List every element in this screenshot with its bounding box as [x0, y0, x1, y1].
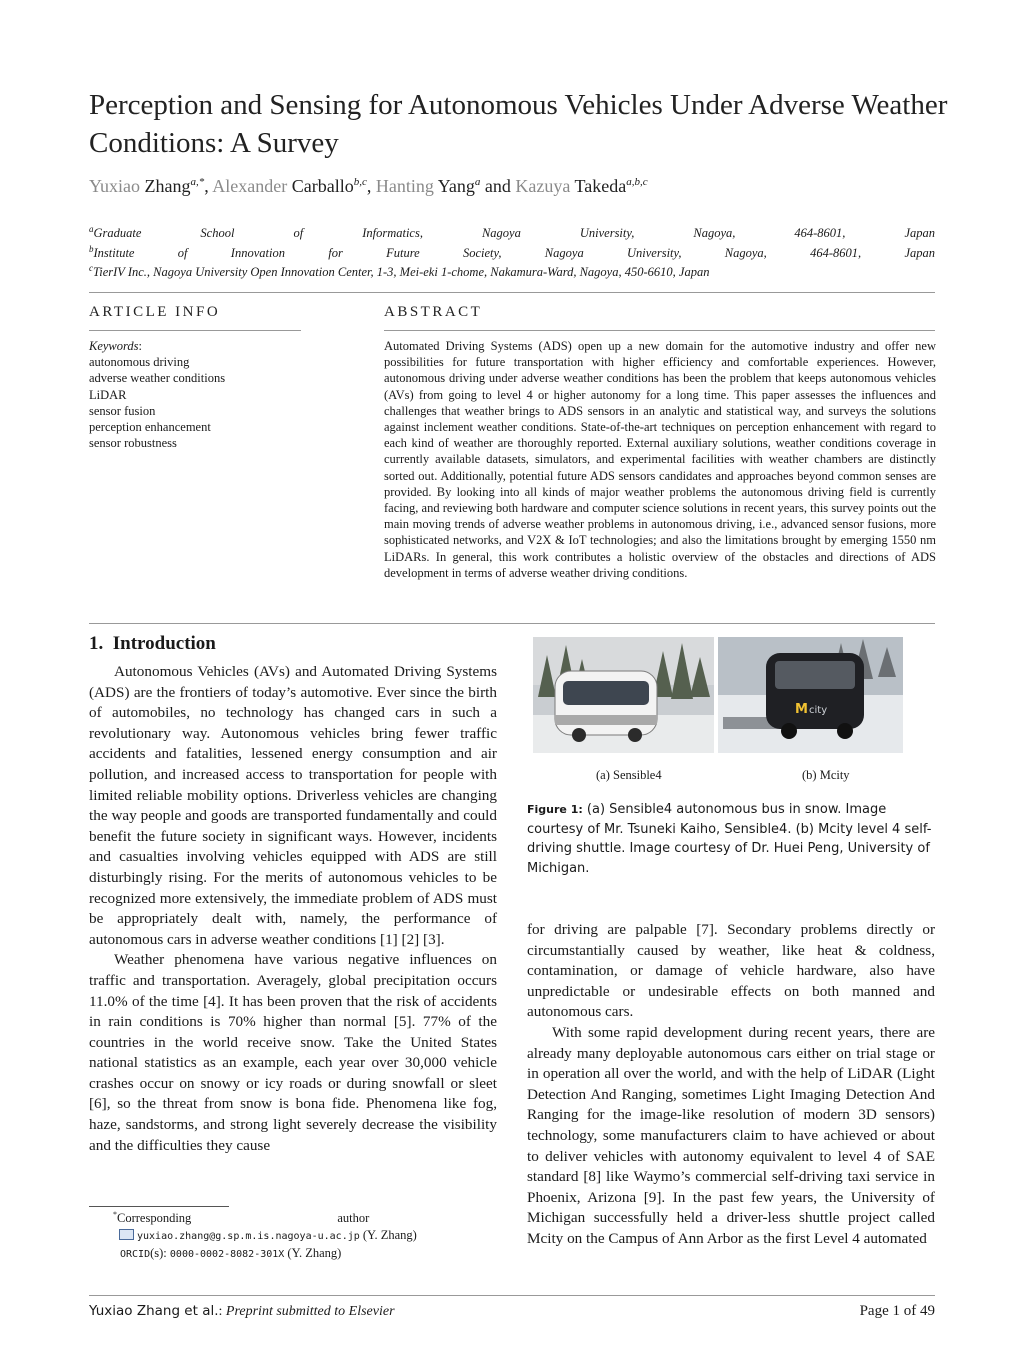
- keyword[interactable]: sensor fusion: [89, 403, 156, 418]
- keyword[interactable]: LiDAR: [89, 387, 127, 402]
- paragraph: With some rapid development during recent years, there are already many deployable autonomous cars either on trial stage or in operation all over the world, and with the help of LiDAR (Light Detection And Ranging, sometimes Light Imaging Detection And Ranging for the image-like resolution of modern 3D sensors) technology, some manufacturers claim to have achieved or about to deliver vehicles with autonomy equivalent to level 4 of SAE standard [8] like Waymo’s commercial self-driving taxi service in Phoenix, Arizona [9]. In the past few years, the University of Michigan successfully held a driver-less shuttle project called Mcity on the Campus of Ann Arbor as the first Level 4 automated: [527, 1023, 935, 1247]
- email-link[interactable]: yuxiao.zhang@g.sp.m.is.nagoya-u.ac.jp: [137, 1231, 360, 1242]
- article-info-heading: ARTICLE INFO: [89, 304, 221, 320]
- footer-divider: [89, 1295, 935, 1296]
- abstract-divider: [384, 330, 935, 331]
- section-heading: 1. Introduction: [89, 633, 216, 654]
- paragraph: Weather phenomena have various negative influences on traffic and transportation. Averagely, global precipitation occurs 11.0% of the time [4]. It has been proven that the risk of accidents in rain conditions is 70% higher than normal [5]. 77% of the countries in the world receive snow. Take the United States national statistics as an example, each year over 30,000 vehicle crashes occur on snowy or icy roads or during snowfall or sleet [6], so the threat from snow is bona fide. Phenomena like fog, haze, sandstorms, and strong light severely decrease the visibility and the difficulties they cause: [89, 951, 497, 1154]
- article-info-divider: [89, 330, 301, 331]
- subfigure-label-b: (b) Mcity: [802, 768, 850, 782]
- left-column: [89, 662, 497, 1156]
- author-3[interactable]: Hanting Yang$^a$: [375, 176, 481, 196]
- figure-image: [533, 637, 903, 753]
- right-column: [527, 920, 935, 1250]
- header-divider: [89, 292, 935, 293]
- keywords-label: Keywords: [89, 339, 139, 353]
- footnote-divider: [89, 1206, 229, 1207]
- footnote-corresponding: *Corresponding author: [113, 1210, 370, 1226]
- subfigure-label-a: (a) Sensible4: [596, 768, 662, 782]
- abstract-text: Automated Driving Systems (ADS) open up a new domain for the automotive industry and offer new possibilities for future transportation with higher efficiency and comfortable experiences. However, autonomous driving under adverse weather conditions has been the problem that keeps autonomous vehicles (AVs) from going to level 4 or higher autonomy for a long time. This paper assesses the influences and challenges that weather brings to ADS sensors in an analytic and statistical way, and surveys the solutions against inclement weather conditions. State-of-the-art techniques on perception enhancement with regard to each kind of weather are thoroughly reported. External auxiliary solutions, weather conditions coverage in currently available datasets, simulators, and experimental facilities with weather chambers are distinctly sorted out. Additionally, potential future ADS sensors candidates and approaches beyond common senses are provided. By looking into all kinds of major weather problems the autonomous driving field is currently facing, and reviewing both hardware and computer science solutions in recent years, this survey points out the main moving trends of adverse weather problems in autonomous driving, i.e., advanced sensor fusions, more sophisticated networks, and V2X & IoT technologies; and also the limitations brought by emerging 1550 nm LiDARs. In general, this work contributes a holistic overview of the obstacles and directions of ADS development in terms of adverse weather driving conditions.: [384, 339, 936, 580]
- author-2[interactable]: Alexander Carballo$^{b,c}$: [212, 176, 367, 196]
- author-list: Yuxiao Zhang$^{a,*}$, Alexander Carballo$^{b,c}$, Hanting Yang$^a$ and Kazuya Takeda$^{a,b,c}$: [89, 176, 648, 196]
- keyword[interactable]: sensor robustness: [89, 436, 177, 451]
- page-number: Page 1 of 49: [859, 1303, 935, 1319]
- author-4[interactable]: Kazuya Takeda$^{a,b,c}$: [515, 176, 648, 196]
- keyword[interactable]: autonomous driving: [89, 355, 190, 370]
- svg-text:M: M: [795, 702, 808, 717]
- orcid-link[interactable]: 0000-0002-8082-301X: [169, 1249, 285, 1260]
- keywords-block: Keywords: autonomous driving adverse weather conditions LiDAR sensor fusion perception enhancement sensor robustness: [89, 339, 226, 451]
- footnote-orcid: ORCID(s): 0000-0002-8082-301X (Y. Zhang): [120, 1246, 342, 1260]
- paragraph: Autonomous Vehicles (AVs) and Automated Driving Systems (ADS) are the frontiers of today’s automotive. Ever since the birth of automobiles, no technology has changed cars in such a revolutionary way. Autonomous vehicles bring fewer traffic accidents and fatalities, lessened energy consumption and air pollution, and increased access to transportation for people with limited reliable mobility options. Driverless vehicles are changing the way people and goods are transported fundamentally and could benefit the future society in significant ways. However, incidents and casualties involving vehicles equipped with ADS are still disturbingly rising. For the merits of autonomous vehicles to be recognized more extensively, the immediate problem of ADS must be appropriately dealt with, namely, the performance of autonomous cars in adverse weather conditions [1] [2] [3].: [89, 663, 497, 948]
- abstract-end-divider: [89, 623, 935, 624]
- keyword[interactable]: perception enhancement: [89, 420, 211, 435]
- paper-title: Perception and Sensing for Autonomous Vehicles Under Adverse Weather Conditions: A Survey: [89, 89, 948, 159]
- svg-text:city: city: [809, 705, 828, 716]
- email-icon: [119, 1229, 134, 1240]
- photo-sensible4: [533, 637, 714, 753]
- photo-mcity: [718, 637, 903, 753]
- footer-citation: Yuxiao Zhang et al.: Preprint submitted to Elsevier: [89, 1303, 395, 1319]
- keyword[interactable]: adverse weather conditions: [89, 371, 226, 386]
- affiliation-c: $^c$TierIV Inc., Nagoya University Open Innovation Center, 1-3, Mei-eki 1-chome, Nakamura-Ward, Nagoya, 450-6610, Japan: [89, 263, 710, 280]
- figure-label: Figure 1:: [527, 803, 583, 816]
- author-1[interactable]: Yuxiao Zhang$^{a,*}$: [89, 176, 205, 196]
- abstract-heading: ABSTRACT: [384, 304, 483, 320]
- affiliation-a: $^a$Graduate School of Informatics, Nagoya University, Nagoya, 464-8601, Japan: [89, 224, 935, 241]
- footnote-email: yuxiao.zhang@g.sp.m.is.nagoya-u.ac.jp (Y. Zhang): [113, 1228, 417, 1243]
- affiliation-b: $^b$Institute of Innovation for Future Society, Nagoya University, Nagoya, 464-8601, Japan: [89, 244, 935, 261]
- figure-caption: Figure 1: (a) Sensible4 autonomous bus in snow. Image courtesy of Mr. Tsuneki Kaiho, Sensible4. (b) Mcity level 4 self-driving shuttle. Image courtesy of Dr. Huei Peng, University of Michigan.: [527, 802, 932, 876]
- paragraph: for driving are palpable [7]. Secondary problems directly or circumstantially caused by weather, like heat & coldness, contamination, or damage of vehicle hardware, also have unpredictable or undesirable effects on both manned and autonomous cars.: [527, 921, 935, 1021]
